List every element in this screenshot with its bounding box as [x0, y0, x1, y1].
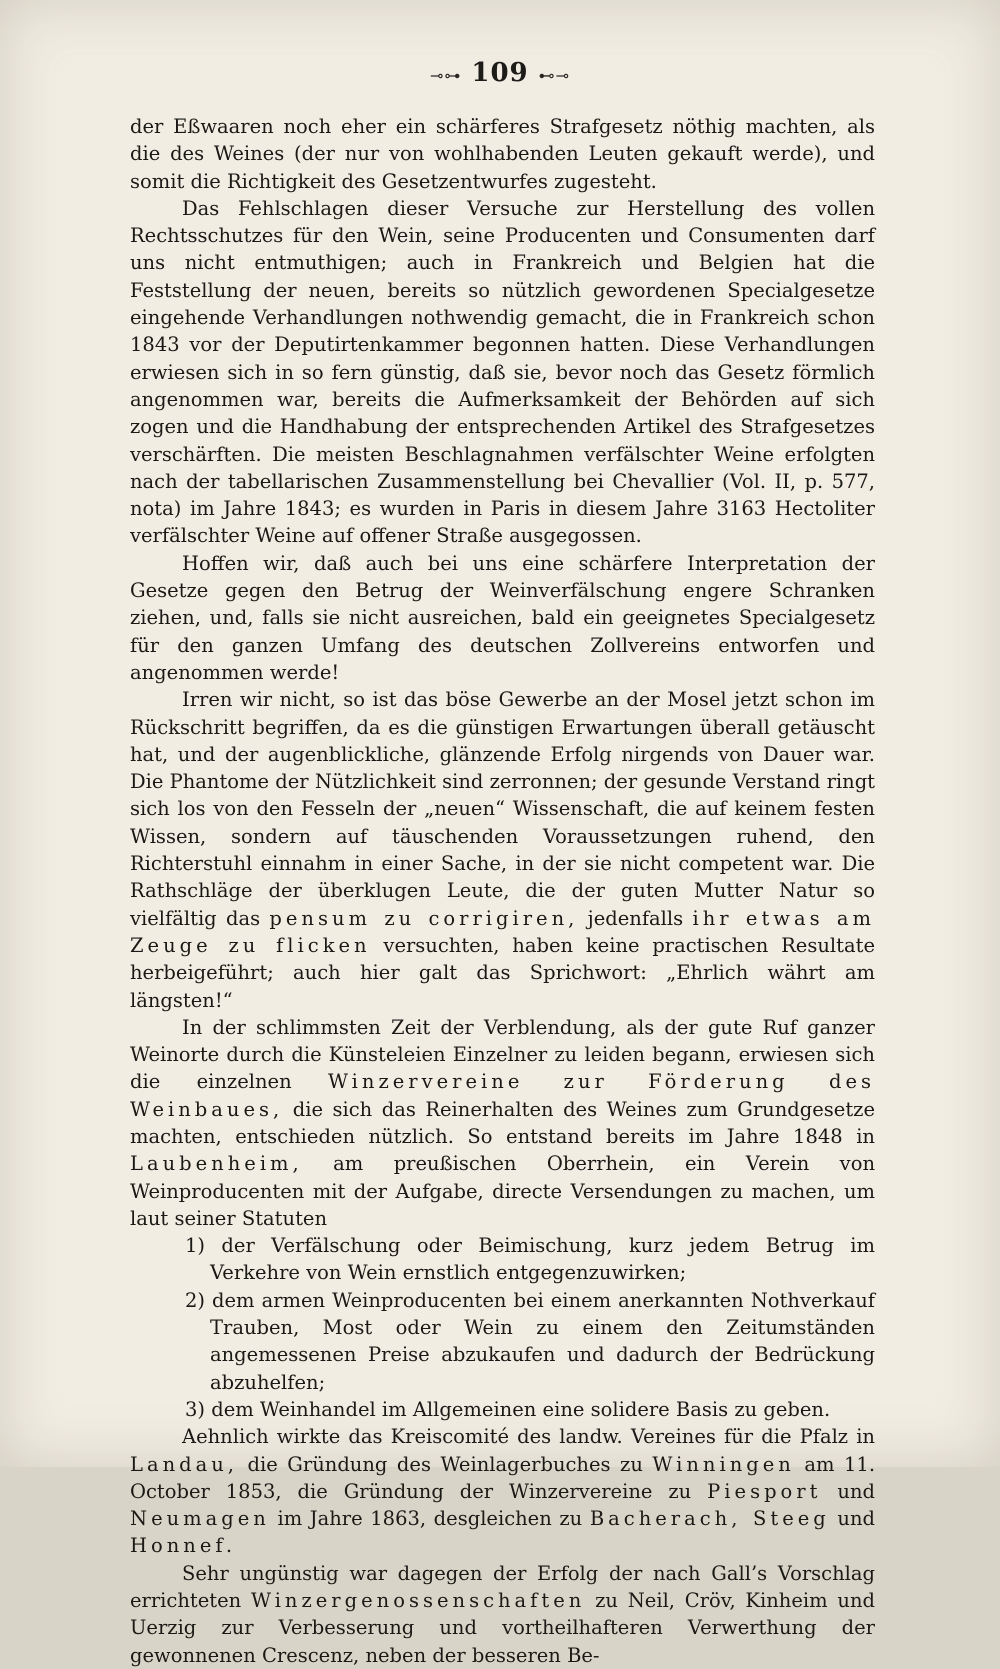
numbered-list — [130, 1232, 875, 1423]
text-run: die Gründung des Weinlagerbuches zu — [247, 1452, 643, 1476]
spaced-text: ihr etwas am Zeuge zu flicken — [130, 906, 876, 957]
text-run: versuchten, haben keine practischen Resultate herbeigeführt; auch hier galt das Sprichwort: „Ehrlich währt am längsten!“ — [130, 933, 875, 1012]
text-run: am 11. October 1853, die Gründung der Winzervereine zu — [130, 1452, 876, 1503]
paragraph: Hoffen wir, daß auch bei uns eine schärfere Interpretation der Gesetze gegen den Betrug der Weinverfälschung engere Schranken ziehen, und, falls sie nicht ausreichen, bald ein geeignetes Specialgesetz für den ganzen Umfang des deutschen Zollvereins entworfen und angenommen werde! — [130, 551, 875, 684]
text-run: jedenfalls — [587, 906, 684, 930]
paragraph — [130, 1014, 875, 1232]
text-run: die sich das Reinerhalten des Weines zum Grundgesetze machten, entschieden nützlich. So entstand bereits im Jahre 1848 in — [130, 1097, 875, 1148]
text-run: In der schlimmsten Zeit der Verblendung, als der gute Ruf ganzer Weinorte durch die Künsteleien Einzelner zu leiden begann, erwiesen sich die einzelnen — [130, 1015, 875, 1094]
paragraph — [130, 686, 875, 1014]
paragraph: Das Fehlschlagen dieser Versuche zur Herstellung des vollen Rechtsschutzes für den Wein, seine Producenten und Consumenten darf uns nicht entmuthigen; auch in Frankreich und Belgien hat die Feststellung der neuen, bereits so nützlich gewordenen Specialgesetze eingehende Verhandlungen nothwendig gemacht, die in Frankreich schon 1843 vor der Deputirtenkammer begonnen hatten. Diese Verhandlungen erwiesen sich in so fern günstig, daß sie, bevor noch das Gesetz förmlich angenommen war, bereits die Aufmerksamkeit der Behörden auf sich zogen und die Handhabung der entsprechenden Artikel des Strafgesetzes verschärften. Die meisten Beschlagnahmen verfälschter Weine erfolgten nach der tabellarischen Zusammenstellung bei Chevallier (Vol. II, p. 577, nota) im Jahre 1843; es wurden in Paris in diesem Jahre 3163 Hectoliter verfälschter Weine auf offener Straße ausgegossen. — [130, 196, 875, 548]
text-run: im Jahre 1863, desgleichen zu — [277, 1507, 583, 1531]
page-header — [0, 58, 1000, 88]
text-run: Aehnlich wirkte das Kreiscomité des landw. Vereines für die Pfalz in — [182, 1425, 875, 1449]
ornament-left: ⊸⊶ — [429, 66, 462, 85]
list-item: 2) dem armen Weinproducenten bei einem anerkannten Nothverkauf Trauben, Most oder Wein zu einem den Zeitumständen angemessenen Preise abzukaufen und dadurch der Bedrückung abzuhelfen; — [185, 1288, 875, 1394]
spaced-text: Piesport — [707, 1479, 822, 1503]
page-number: 109 — [471, 58, 529, 88]
text-run: am preußischen Oberrhein, ein Verein von Weinproducenten mit der Aufgabe, directe Versendungen zu machen, um laut seiner Statuten — [130, 1152, 875, 1230]
text-run: Irren wir nicht, so ist das böse Gewerbe an der Mosel jetzt schon im Rückschritt begriffen, da es die günstigen Erwartungen überall getäuscht hat, und der augenblickliche, glänzende Erfolg nirgends von Dauer war. Die Phantome der Nützlichkeit sind zerronnen; der gesunde Verstand ringt sich los von den Fesseln der „neuen“ Wissenschaft, die auf keinem festen Wissen, sondern auf täuschenden Voraussetzungen ruhend, den Richterstuhl einnahm in einer Sache, in der sie nicht competent war. Die Rathschläge der überklugen Leute, die der guten Mutter Natur so vielfältig das — [130, 688, 876, 930]
spaced-text: Winzergenossenschaften — [251, 1589, 586, 1613]
text-run: zu Neil, Cröv, Kinheim und Uerzig zur Verbesserung und vortheilhafteren Verwerthung der gewonnenen Crescenz, neben der besseren Be- — [130, 1589, 876, 1667]
text-run: und — [837, 1507, 876, 1531]
spaced-text: Landau, — [130, 1452, 238, 1476]
spaced-text: Winzervereine zur Förderung des Weinbaues, — [130, 1070, 875, 1121]
text-run: Sehr ungünstig war dagegen der Erfolg der nach Gall’s Vorschlag errichteten — [130, 1561, 875, 1613]
paragraph — [130, 1423, 875, 1559]
spaced-text: Laubenheim, — [130, 1152, 303, 1176]
ornament-right: ⊷⊸ — [538, 66, 571, 85]
spaced-text: Bacherach, Steeg — [589, 1507, 830, 1531]
spaced-text: pensum zu corrigiren, — [269, 906, 579, 930]
spaced-text: Winningen — [652, 1452, 795, 1476]
spaced-text: Honnef. — [130, 1534, 237, 1558]
body-text — [130, 113, 875, 1669]
paragraph-continuation: der Eßwaaren noch eher ein schärferes Strafgesetz nöthig machten, als die des Weines (der nur von wohlhabenden Leuten gekauft werde), und somit die Richtigkeit des Gesetzentwurfes zugesteht. — [130, 115, 875, 193]
paragraph — [130, 1560, 875, 1669]
text-run: und — [837, 1479, 876, 1503]
list-item: 3) dem Weinhandel im Allgemeinen eine solidere Basis zu geben. — [185, 1397, 831, 1421]
spaced-text: Neumagen — [130, 1507, 270, 1531]
list-item: 1) der Verfälschung oder Beimischung, kurz jedem Betrug im Verkehre von Wein ernstlich entgegenzuwirken; — [185, 1234, 875, 1285]
